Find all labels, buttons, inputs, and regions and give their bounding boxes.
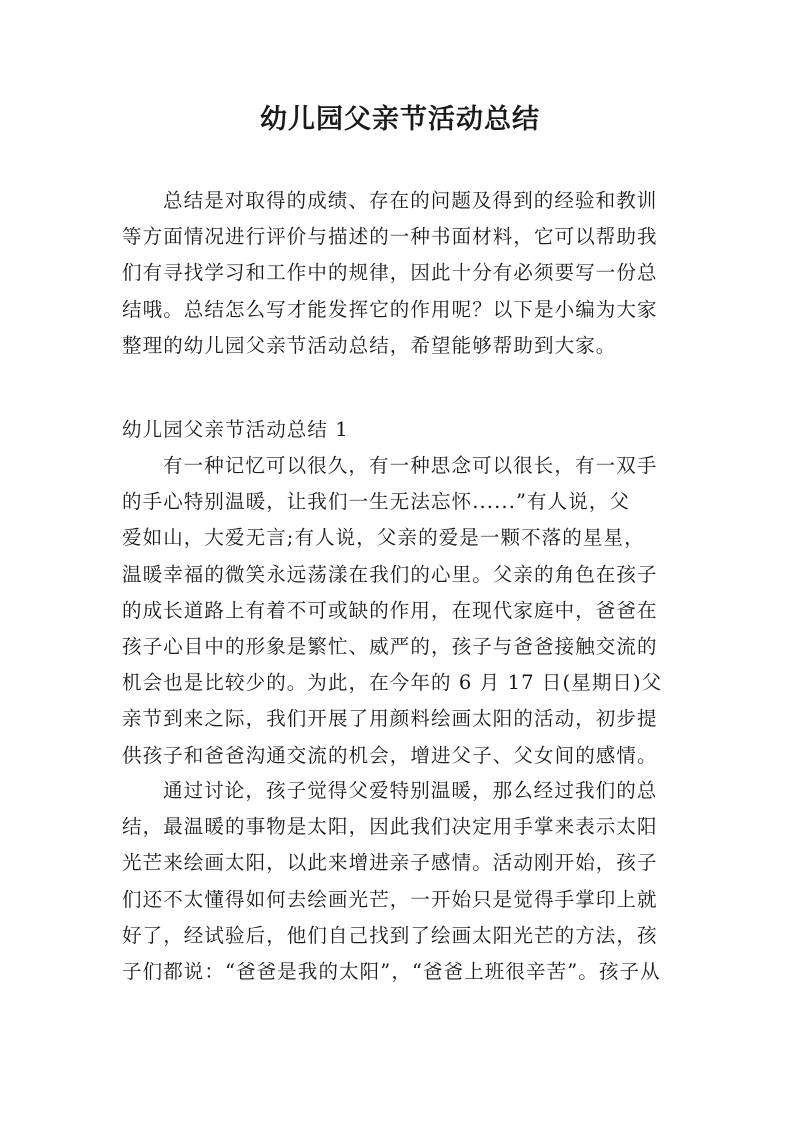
paragraph-line: 爱如山，大爱无言;有人说，父亲的爱是一颗不落的星星，	[122, 526, 645, 550]
paragraph-line: 子们都说：“爸爸是我的太阳”，“爸爸上班很辛苦”。孩子从	[122, 959, 661, 983]
paragraph-2	[122, 773, 692, 990]
paragraph-line: 孩子心目中的形象是繁忙、威严的，孩子与爸爸接触交流的	[122, 634, 658, 658]
paragraph-line: 供孩子和爸爸沟通交流的机会，增进父子、父女间的感情。	[122, 743, 658, 767]
paragraph-line: 光芒来绘画太阳，以此来增进亲子感情。活动刚开始，孩子	[122, 851, 658, 875]
document-title: 幼儿园父亲节活动总结	[260, 104, 540, 135]
paragraph-1	[122, 448, 692, 774]
intro-paragraph	[122, 183, 692, 364]
intro-line: 整理的幼儿园父亲节活动总结，希望能够帮助到大家。	[122, 333, 617, 357]
paragraph-line: 的成长道路上有着不可或缺的作用，在现代家庭中，爸爸在	[122, 598, 658, 622]
paragraph-line: 机会也是比较少的。为此，在今年的 6 月 17 日(星期日)父	[122, 671, 663, 695]
intro-line: 们有寻找学习和工作中的规律，因此十分有必须要写一份总	[122, 261, 658, 285]
paragraph-line: 结，最温暖的事物是太阳，因此我们决定用手掌来表示太阳	[122, 815, 658, 839]
intro-line: 总结是对取得的成绩、存在的问题及得到的经验和教训	[163, 189, 658, 212]
paragraph-line: 的手心特别温暖，让我们一生无法忘怀......”有人说，父	[122, 490, 631, 514]
paragraph-line: 温暖幸福的微笑永远荡漾在我们的心里。父亲的角色在孩子	[122, 562, 658, 586]
section-heading: 幼儿园父亲节活动总结 1	[122, 418, 349, 441]
paragraph-line: 有一种记忆可以很久，有一种思念可以很长，有一双手	[163, 454, 658, 477]
intro-line: 结哦。总结怎么写才能发挥它的作用呢？以下是小编为大家	[122, 297, 658, 321]
paragraph-line: 通过讨论，孩子觉得父爱特别温暖，那么经过我们的总	[163, 779, 658, 802]
paragraph-line: 们还不太懂得如何去绘画光芒，一开始只是觉得手掌印上就	[122, 887, 658, 911]
paragraph-line: 亲节到来之际，我们开展了用颜料绘画太阳的活动，初步提	[122, 707, 658, 731]
intro-line: 等方面情况进行评价与描述的一种书面材料，它可以帮助我	[122, 225, 658, 249]
paragraph-line: 好了，经试验后，他们自己找到了绘画太阳光芒的方法，孩	[122, 923, 658, 947]
